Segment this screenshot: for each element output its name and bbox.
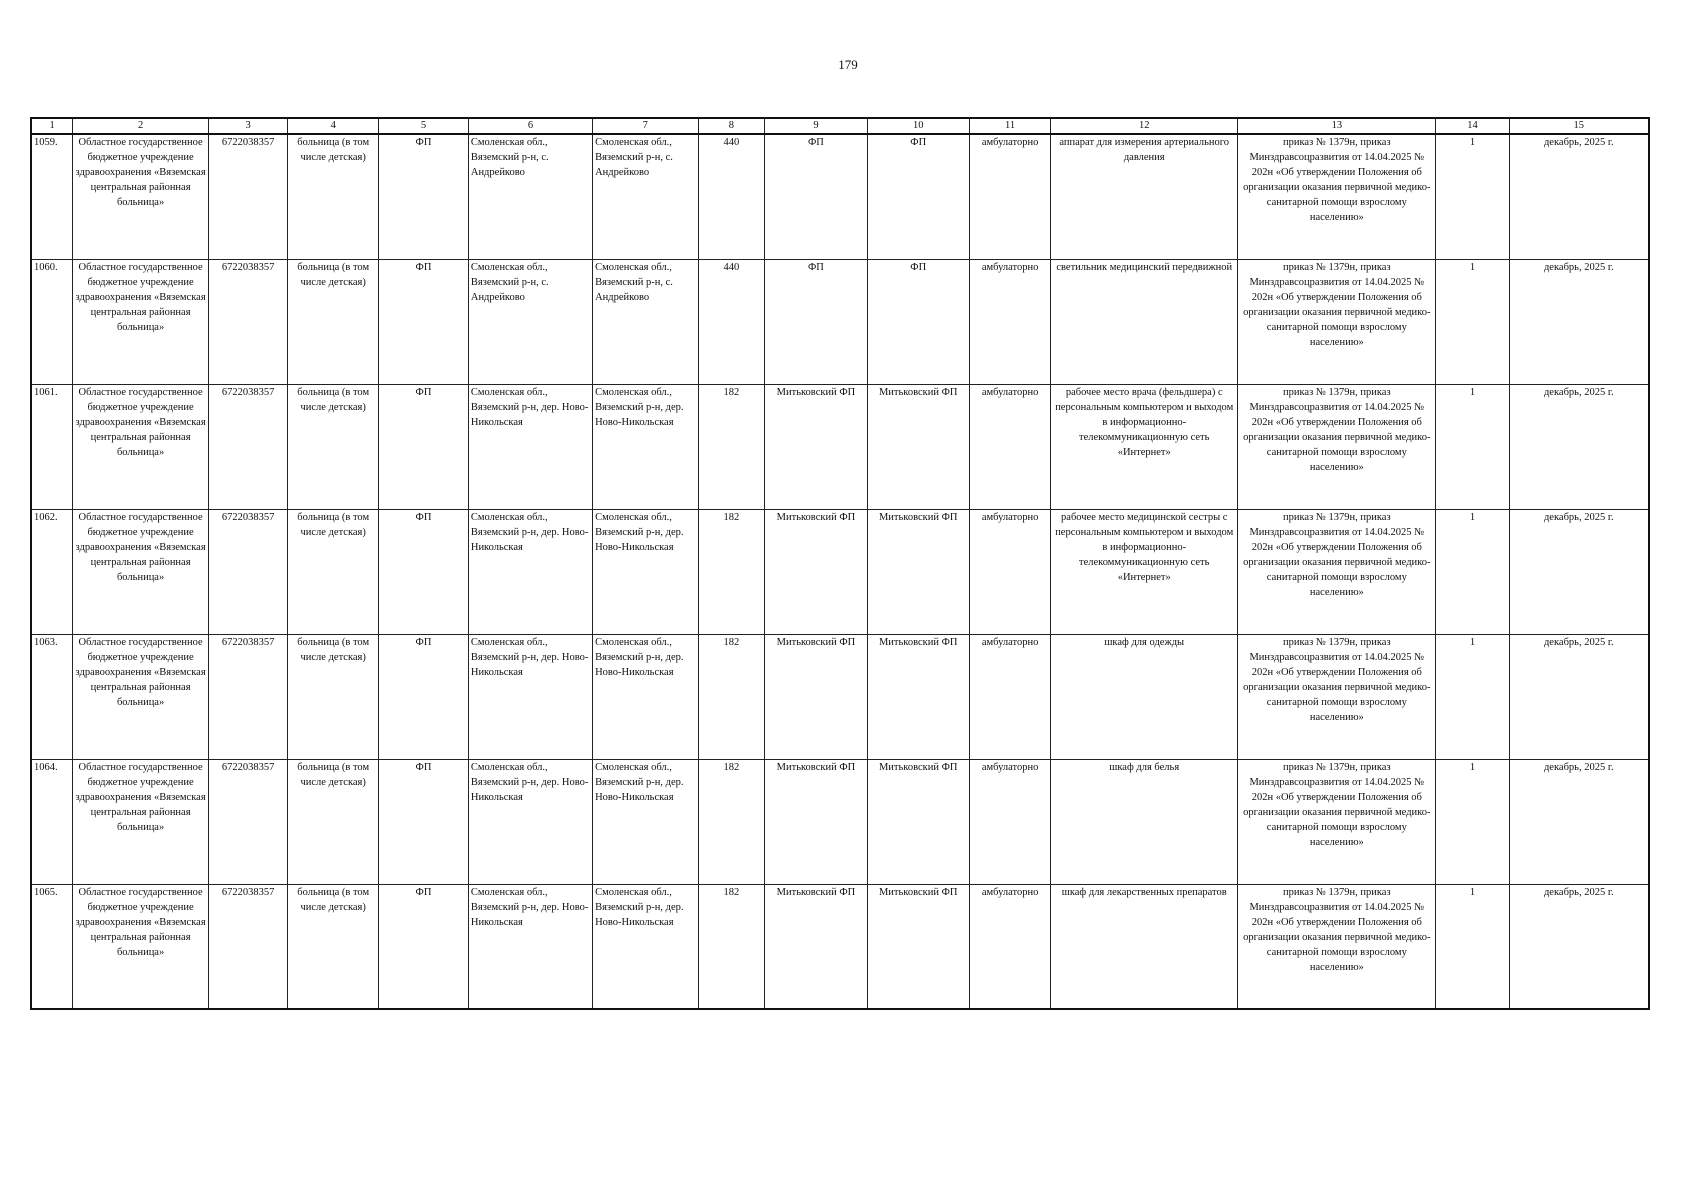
- inn-code: 6722038357: [208, 759, 287, 884]
- row-number: 1064.: [31, 759, 73, 884]
- institution-type: больница (в том числе детская): [288, 259, 379, 384]
- quantity: 1: [1436, 759, 1509, 884]
- subdivision-short-name: Митьковский ФП: [867, 509, 969, 634]
- unit-type: ФП: [379, 884, 469, 1009]
- row-number: 1059.: [31, 134, 73, 259]
- legal-address: Смоленская обл., Вяземский р-н, дер. Ново-Никольская: [468, 509, 592, 634]
- actual-address: Смоленская обл., Вяземский р-н, дер. Ново-Никольская: [593, 634, 698, 759]
- page-number: 179: [838, 57, 858, 72]
- subdivision-name: Митьковский ФП: [765, 634, 867, 759]
- subdivision-name: ФП: [765, 259, 867, 384]
- delivery-date: декабрь, 2025 г.: [1509, 884, 1649, 1009]
- actual-address: Смоленская обл., Вяземский р-н, дер. Ново-Никольская: [593, 509, 698, 634]
- inn-code: 6722038357: [208, 509, 287, 634]
- equipment-name: светильник медицинский передвижной: [1051, 259, 1238, 384]
- care-mode: амбулаторно: [969, 509, 1050, 634]
- inn-code: 6722038357: [208, 259, 287, 384]
- header-row: [31, 118, 1649, 134]
- column-header-2: 2: [73, 118, 209, 134]
- inn-code: 6722038357: [208, 884, 287, 1009]
- column-header-3: 3: [208, 118, 287, 134]
- institution-type: больница (в том числе детская): [288, 134, 379, 259]
- organization-name: Областное государственное бюджетное учреждение здравоохранения «Вяземская центральная районная больница»: [73, 384, 209, 509]
- population: 182: [698, 759, 765, 884]
- table-row: [31, 884, 1649, 1009]
- column-header-9: 9: [765, 118, 867, 134]
- delivery-date: декабрь, 2025 г.: [1509, 509, 1649, 634]
- unit-type: ФП: [379, 634, 469, 759]
- actual-address: Смоленская обл., Вяземский р-н, с. Андрейково: [593, 259, 698, 384]
- unit-type: ФП: [379, 134, 469, 259]
- legal-basis: приказ № 1379н, приказ Минздравсоцразвития от 14.04.2025 № 202н «Об утверждении Положения об организации оказания первичной медико-санитарной помощи взрослому населению»: [1238, 884, 1436, 1009]
- legal-basis: приказ № 1379н, приказ Минздравсоцразвития от 14.04.2025 № 202н «Об утверждении Положения об организации оказания первичной медико-санитарной помощи взрослому населению»: [1238, 384, 1436, 509]
- legal-basis: приказ № 1379н, приказ Минздравсоцразвития от 14.04.2025 № 202н «Об утверждении Положения об организации оказания первичной медико-санитарной помощи взрослому населению»: [1238, 634, 1436, 759]
- row-number: 1065.: [31, 884, 73, 1009]
- population: 182: [698, 509, 765, 634]
- column-header-6: 6: [468, 118, 592, 134]
- row-number: 1060.: [31, 259, 73, 384]
- subdivision-name: Митьковский ФП: [765, 884, 867, 1009]
- table-row: [31, 634, 1649, 759]
- inn-code: 6722038357: [208, 134, 287, 259]
- organization-name: Областное государственное бюджетное учреждение здравоохранения «Вяземская центральная районная больница»: [73, 509, 209, 634]
- population: 440: [698, 259, 765, 384]
- care-mode: амбулаторно: [969, 259, 1050, 384]
- legal-address: Смоленская обл., Вяземский р-н, дер. Ново-Никольская: [468, 384, 592, 509]
- column-header-12: 12: [1051, 118, 1238, 134]
- unit-type: ФП: [379, 384, 469, 509]
- row-number: 1062.: [31, 509, 73, 634]
- unit-type: ФП: [379, 509, 469, 634]
- column-header-14: 14: [1436, 118, 1509, 134]
- actual-address: Смоленская обл., Вяземский р-н, с. Андрейково: [593, 134, 698, 259]
- row-number: 1061.: [31, 384, 73, 509]
- table-row: [31, 259, 1649, 384]
- quantity: 1: [1436, 634, 1509, 759]
- legal-address: Смоленская обл., Вяземский р-н, дер. Ново-Никольская: [468, 884, 592, 1009]
- population: 182: [698, 384, 765, 509]
- actual-address: Смоленская обл., Вяземский р-н, дер. Ново-Никольская: [593, 384, 698, 509]
- legal-address: Смоленская обл., Вяземский р-н, дер. Ново-Никольская: [468, 759, 592, 884]
- delivery-date: декабрь, 2025 г.: [1509, 759, 1649, 884]
- inn-code: 6722038357: [208, 634, 287, 759]
- organization-name: Областное государственное бюджетное учреждение здравоохранения «Вяземская центральная районная больница»: [73, 259, 209, 384]
- equipment-name: шкаф для одежды: [1051, 634, 1238, 759]
- legal-basis: приказ № 1379н, приказ Минздравсоцразвития от 14.04.2025 № 202н «Об утверждении Положения об организации оказания первичной медико-санитарной помощи взрослому населению»: [1238, 134, 1436, 259]
- care-mode: амбулаторно: [969, 634, 1050, 759]
- institution-type: больница (в том числе детская): [288, 509, 379, 634]
- table-row: [31, 759, 1649, 884]
- organization-name: Областное государственное бюджетное учреждение здравоохранения «Вяземская центральная районная больница»: [73, 759, 209, 884]
- column-header-4: 4: [288, 118, 379, 134]
- legal-address: Смоленская обл., Вяземский р-н, дер. Ново-Никольская: [468, 634, 592, 759]
- quantity: 1: [1436, 509, 1509, 634]
- care-mode: амбулаторно: [969, 134, 1050, 259]
- subdivision-short-name: Митьковский ФП: [867, 634, 969, 759]
- column-header-13: 13: [1238, 118, 1436, 134]
- actual-address: Смоленская обл., Вяземский р-н, дер. Ново-Никольская: [593, 759, 698, 884]
- subdivision-short-name: Митьковский ФП: [867, 884, 969, 1009]
- unit-type: ФП: [379, 259, 469, 384]
- population: 182: [698, 884, 765, 1009]
- population: 182: [698, 634, 765, 759]
- institution-type: больница (в том числе детская): [288, 634, 379, 759]
- organization-name: Областное государственное бюджетное учреждение здравоохранения «Вяземская центральная районная больница»: [73, 134, 209, 259]
- population: 440: [698, 134, 765, 259]
- delivery-date: декабрь, 2025 г.: [1509, 259, 1649, 384]
- column-header-1: 1: [31, 118, 73, 134]
- legal-basis: приказ № 1379н, приказ Минздравсоцразвития от 14.04.2025 № 202н «Об утверждении Положения об организации оказания первичной медико-санитарной помощи взрослому населению»: [1238, 759, 1436, 884]
- column-header-15: 15: [1509, 118, 1649, 134]
- unit-type: ФП: [379, 759, 469, 884]
- equipment-table: [30, 117, 1650, 1010]
- care-mode: амбулаторно: [969, 384, 1050, 509]
- table-body: [31, 134, 1649, 1009]
- care-mode: амбулаторно: [969, 759, 1050, 884]
- subdivision-name: Митьковский ФП: [765, 384, 867, 509]
- table-row: [31, 509, 1649, 634]
- organization-name: Областное государственное бюджетное учреждение здравоохранения «Вяземская центральная районная больница»: [73, 634, 209, 759]
- delivery-date: декабрь, 2025 г.: [1509, 634, 1649, 759]
- subdivision-short-name: ФП: [867, 259, 969, 384]
- quantity: 1: [1436, 384, 1509, 509]
- legal-basis: приказ № 1379н, приказ Минздравсоцразвития от 14.04.2025 № 202н «Об утверждении Положения об организации оказания первичной медико-санитарной помощи взрослому населению»: [1238, 259, 1436, 384]
- subdivision-name: Митьковский ФП: [765, 509, 867, 634]
- subdivision-name: ФП: [765, 134, 867, 259]
- inn-code: 6722038357: [208, 384, 287, 509]
- legal-basis: приказ № 1379н, приказ Минздравсоцразвития от 14.04.2025 № 202н «Об утверждении Положения об организации оказания первичной медико-санитарной помощи взрослому населению»: [1238, 509, 1436, 634]
- institution-type: больница (в том числе детская): [288, 884, 379, 1009]
- table-row: [31, 134, 1649, 259]
- equipment-name: рабочее место врача (фельдшера) с персональным компьютером и выходом в информационно-телекоммуникационную сеть «Интернет»: [1051, 384, 1238, 509]
- subdivision-short-name: Митьковский ФП: [867, 759, 969, 884]
- equipment-name: шкаф для белья: [1051, 759, 1238, 884]
- actual-address: Смоленская обл., Вяземский р-н, дер. Ново-Никольская: [593, 884, 698, 1009]
- quantity: 1: [1436, 134, 1509, 259]
- column-header-5: 5: [379, 118, 469, 134]
- organization-name: Областное государственное бюджетное учреждение здравоохранения «Вяземская центральная районная больница»: [73, 884, 209, 1009]
- delivery-date: декабрь, 2025 г.: [1509, 384, 1649, 509]
- equipment-name: аппарат для измерения артериального давления: [1051, 134, 1238, 259]
- column-header-11: 11: [969, 118, 1050, 134]
- subdivision-name: Митьковский ФП: [765, 759, 867, 884]
- legal-address: Смоленская обл., Вяземский р-н, с. Андрейково: [468, 134, 592, 259]
- care-mode: амбулаторно: [969, 884, 1050, 1009]
- column-header-10: 10: [867, 118, 969, 134]
- subdivision-short-name: Митьковский ФП: [867, 384, 969, 509]
- equipment-name: рабочее место медицинской сестры с персональным компьютером и выходом в информационно-телекоммуникационную сеть «Интернет»: [1051, 509, 1238, 634]
- column-header-7: 7: [593, 118, 698, 134]
- equipment-name: шкаф для лекарственных препаратов: [1051, 884, 1238, 1009]
- table-row: [31, 384, 1649, 509]
- quantity: 1: [1436, 884, 1509, 1009]
- institution-type: больница (в том числе детская): [288, 759, 379, 884]
- quantity: 1: [1436, 259, 1509, 384]
- institution-type: больница (в том числе детская): [288, 384, 379, 509]
- delivery-date: декабрь, 2025 г.: [1509, 134, 1649, 259]
- column-header-8: 8: [698, 118, 765, 134]
- row-number: 1063.: [31, 634, 73, 759]
- legal-address: Смоленская обл., Вяземский р-н, с. Андрейково: [468, 259, 592, 384]
- subdivision-short-name: ФП: [867, 134, 969, 259]
